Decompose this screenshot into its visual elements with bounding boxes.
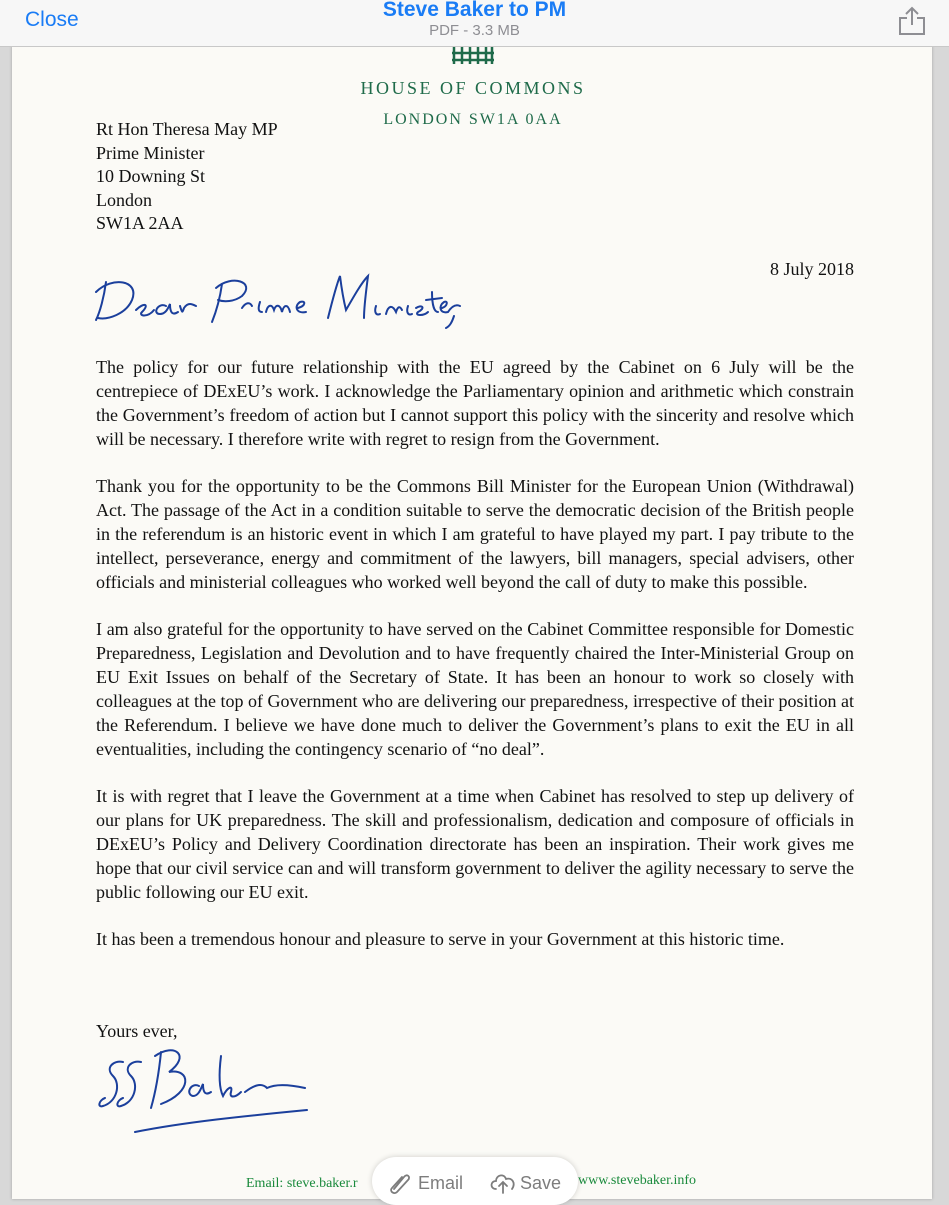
action-toolbar (372, 1157, 578, 1205)
portcullis-icon (450, 46, 496, 64)
share-icon[interactable] (896, 4, 928, 36)
paragraph: Thank you for the opportunity to be the Commons Bill Minister for the European Union (Withdrawal) Act. The passage of the Act in a condition suitable to serve the democratic decision of the British people in the referendum is an historic event in which I am grateful to have played my part. I pay tribute to the intellect, perseverance, energy and commitment of the lawyers, bill managers, special advisers, other officials and ministerial colleagues who worked well beyond the call of duty to make this possible. (96, 476, 854, 592)
footer-email: Email: steve.baker.r (246, 1176, 358, 1191)
save-label: Save (520, 1173, 562, 1193)
email-label: Email (418, 1173, 464, 1193)
nav-bar (0, 0, 949, 47)
paragraph: The policy for our future relationship with the EU agreed by the Cabinet on 6 July will be the centrepiece of DExEU’s work. I acknowledge the Parliamentary opinion and arithmetic which constrain the Government’s freedom of action but I cannot support this policy with the sincerity and resolve which will be necessary. I therefore write with regret to resign from the Government. (96, 357, 854, 449)
paragraph: It is with regret that I leave the Government at a time when Cabinet has resolved to step up delivery of our plans for UK preparedness. The skill and professionalism, dedication and composure of officials in DExEU’s Policy and Delivery Coordination directorate has been an inspiration. Their work gives me hope that our civil service can and will transform government to deliver the agility necessary to serve the public following our EU exit. (96, 786, 854, 902)
closing-line: Yours ever, (96, 1021, 178, 1041)
recipient-line: SW1A 2AA (96, 213, 184, 233)
recipient-line: Rt Hon Theresa May MP (96, 119, 278, 139)
recipient-line: Prime Minister (96, 142, 205, 163)
letterhead-address: LONDON SW1A 0AA (383, 111, 563, 128)
paragraph: It has been a tremendous honour and pleasure to serve in your Government at this historic time. (96, 929, 785, 949)
recipient-address (96, 118, 278, 236)
letter-date: 8 July 2018 (769, 259, 854, 279)
handwritten-salutation (92, 262, 462, 332)
recipient-line: London (96, 189, 152, 210)
document-subtitle: PDF - 3.3 MB (429, 22, 520, 39)
document-title: Steve Baker to PM (382, 0, 567, 21)
letterhead-org-name: HOUSE OF COMMONS (360, 78, 586, 98)
handwritten-signature (95, 1042, 315, 1137)
cloud-upload-icon (488, 1169, 518, 1195)
close-button[interactable]: Close (25, 8, 79, 31)
paragraph: I am also grateful for the opportunity to have served on the Cabinet Committee responsible for Domestic Preparedness, Legislation and Devolution and to have frequently chaired the Inter-Ministerial Group on EU Exit Issues on behalf of the Secretary of State. It has been an honour to work so closely with colleagues at the top of Government who are delivering our preparedness, irrespective of their position at the Referendum. I believe we have done much to deliver the Government’s plans to exit the EU in all eventualities, including the contingency scenario of “no deal”. (96, 619, 854, 759)
footer-website: www.stevebaker.info (578, 1173, 697, 1188)
paperclip-icon (386, 1169, 412, 1195)
recipient-line: 10 Downing St (96, 166, 206, 186)
letter-body (96, 355, 854, 974)
